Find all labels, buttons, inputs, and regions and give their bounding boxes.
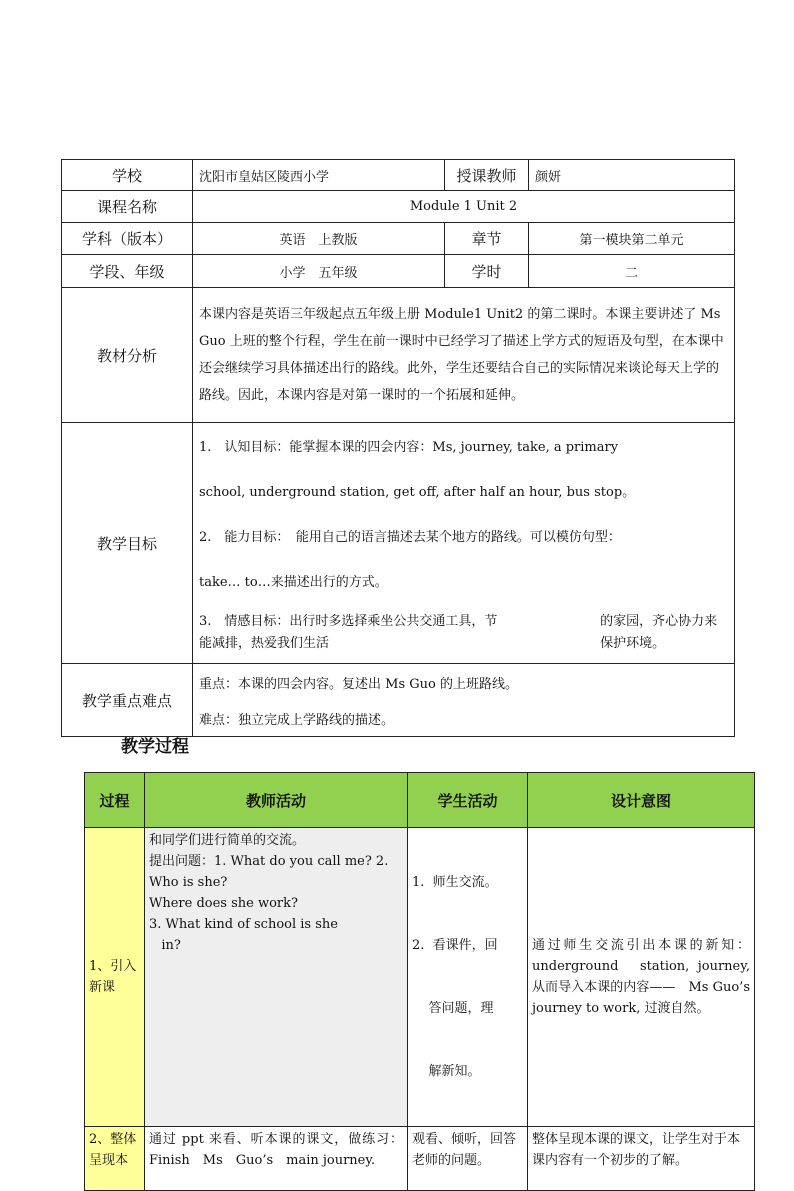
student-1-line3: 答问题，理 bbox=[412, 1001, 494, 1016]
subject-label: 学科（版本） bbox=[62, 223, 193, 255]
teacher-1-line3: Where does she work? bbox=[149, 896, 298, 911]
chapter-value: 第一模块第二单元 bbox=[529, 223, 735, 255]
header-teacher: 教师活动 bbox=[145, 773, 408, 828]
intent-1: 通过师生交流引出本课的新知：underground station, journey, 从而导入本课的内容—— Ms Guo’s journey to work, 过渡自然。 bbox=[528, 828, 755, 1127]
goal-3a: 3. 情感目标：出行时多选择乘坐公共交通工具，节能减排，热爱我们生活 bbox=[199, 614, 498, 651]
teacher-1-line5: in? bbox=[149, 938, 181, 953]
hours-value: 二 bbox=[529, 255, 735, 288]
subject-value: 英语 上教版 bbox=[193, 223, 445, 255]
student-1-line4: 解新知。 bbox=[412, 1064, 481, 1079]
chapter-label: 章节 bbox=[445, 223, 529, 255]
key-point: 重点：本课的四会内容。复述出 Ms Guo 的上班路线。 bbox=[199, 676, 518, 692]
stage-2: 2、整体呈现本 bbox=[85, 1127, 145, 1191]
analysis-label: 教材分析 bbox=[62, 288, 193, 423]
header-stage: 过程 bbox=[85, 773, 145, 828]
grade-value: 小学 五年级 bbox=[193, 255, 445, 288]
goals-cell bbox=[193, 423, 735, 664]
keypoints-cell bbox=[193, 664, 735, 737]
school-value: 沈阳市皇姑区陵西小学 bbox=[193, 160, 445, 191]
course-info-table bbox=[61, 159, 735, 737]
teacher-activity-1 bbox=[145, 828, 408, 1127]
stage-1: 1、引入新课 bbox=[85, 828, 145, 1127]
goal-1a: 1. 认知目标：能掌握本课的四会内容：Ms, journey, take, a primary bbox=[199, 440, 619, 455]
grade-label: 学段、年级 bbox=[62, 255, 193, 288]
goal-1b: school, underground station, get off, after half an hour, bus stop。 bbox=[199, 485, 636, 500]
process-title: 教学过程 bbox=[121, 737, 189, 757]
difficult-point: 难点：独立完成上学路线的描述。 bbox=[199, 712, 395, 728]
teacher-1-line2: 提出问题：1. What do you call me? 2. Who is she? bbox=[149, 854, 389, 890]
teacher-value: 颜妍 bbox=[529, 160, 735, 191]
teacher-1-line4: 3. What kind of school is she bbox=[149, 917, 338, 932]
course-value: Module 1 Unit 2 bbox=[193, 191, 735, 223]
goal-3 bbox=[199, 603, 728, 663]
teacher-1-line1: 和同学们进行简单的交流。 bbox=[149, 833, 306, 848]
intent-2: 整体呈现本课的课文，让学生对于本课内容有一个初步的了解。 bbox=[528, 1127, 755, 1191]
goals-label: 教学目标 bbox=[62, 423, 193, 664]
header-intent: 设计意图 bbox=[528, 773, 755, 828]
student-activity-1 bbox=[408, 828, 528, 1127]
teacher-activity-2: 通过 ppt 来看、听本课的课文，做练习：Finish Ms Guo’s main journey. bbox=[145, 1127, 408, 1191]
hours-label: 学时 bbox=[445, 255, 529, 288]
goal-3b: 的家园，齐心协力来保护环境。 bbox=[600, 614, 718, 651]
goal-2b: take… to…来描述出行的方式。 bbox=[199, 575, 388, 590]
goal-2a: 2. 能力目标： 能用自己的语言描述去某个地方的路线。可以模仿句型： bbox=[199, 530, 621, 545]
school-label: 学校 bbox=[62, 160, 193, 191]
student-activity-2: 观看、倾听，回答老师的问题。 bbox=[408, 1127, 528, 1191]
header-student: 学生活动 bbox=[408, 773, 528, 828]
course-label: 课程名称 bbox=[62, 191, 193, 223]
teacher-label: 授课教师 bbox=[445, 160, 529, 191]
analysis-text: 本课内容是英语三年级起点五年级上册 Module1 Unit2 的第二课时。本课主要讲述了 Ms Guo 上班的整个行程，学生在前一课时中已经学习了描述上学方式的短语及句型，在本课中还会继续学习具体描述出行的路线。此外，学生还要结合自己的实际情况来谈论每天上学的路线。因此，本课内容是对第一课时的一个拓展和延伸。 bbox=[193, 288, 735, 423]
keypoints-label: 教学重点难点 bbox=[62, 664, 193, 737]
teaching-process-table bbox=[84, 772, 764, 1191]
student-1-line1: 1. 师生交流。 bbox=[412, 875, 498, 890]
student-1-line2: 2. 看课件，回 bbox=[412, 938, 498, 953]
